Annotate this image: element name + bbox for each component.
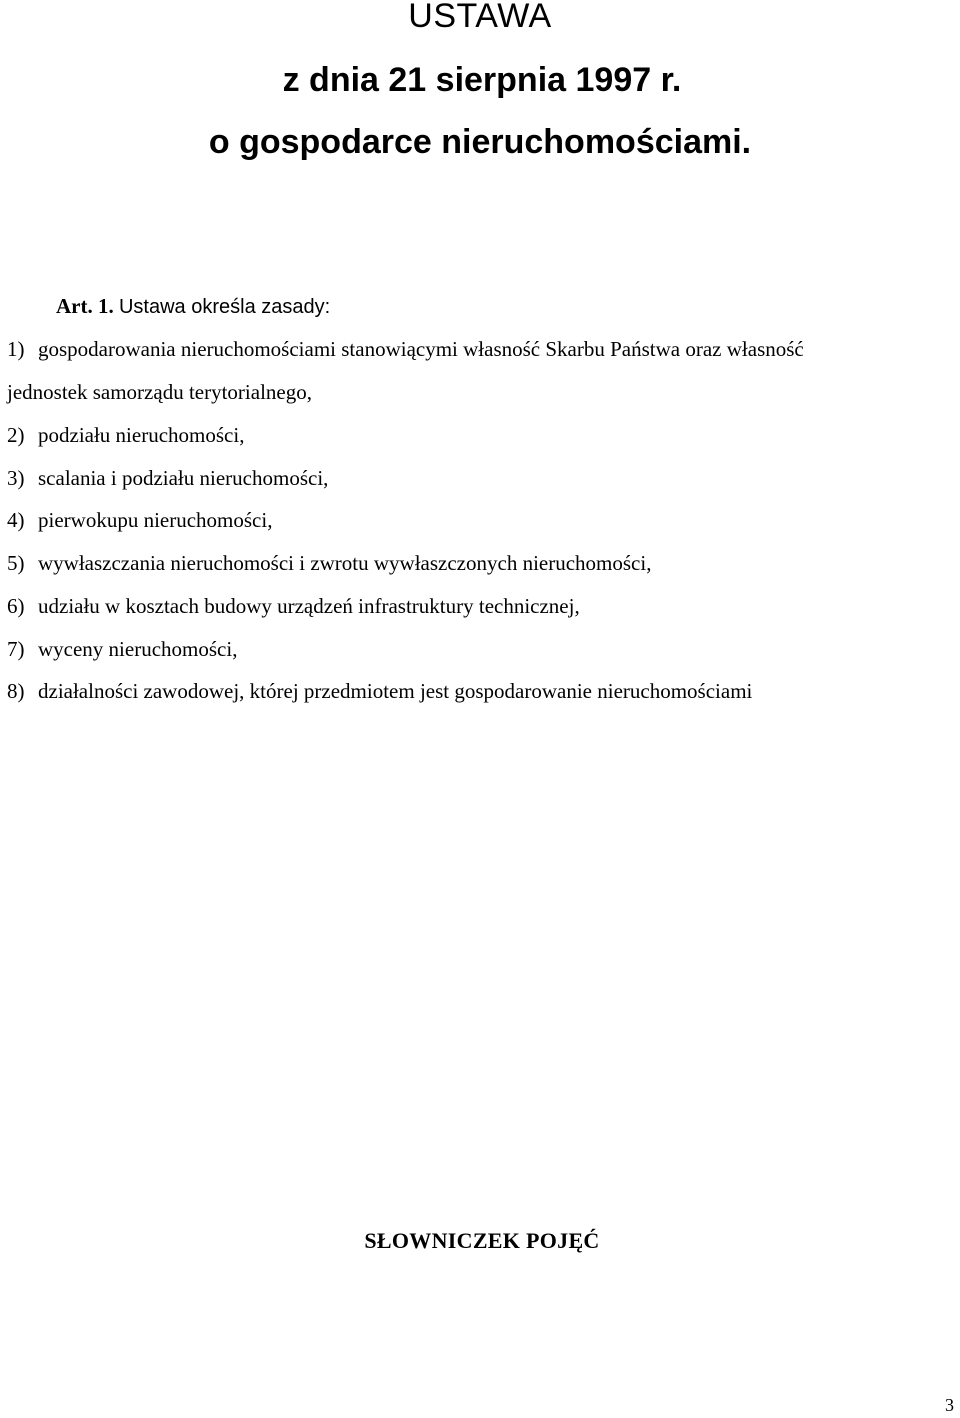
list-item-text: pierwokupu nieruchomości, [38,508,273,532]
document-date: z dnia 21 sierpnia 1997 r. [282,61,682,99]
list-item-text: działalności zawodowej, której przedmiotem jest gospodarowanie nieruchomościami [38,679,753,703]
list-item-text: udziału w kosztach budowy urządzeń infrastruktury technicznej, [38,594,580,618]
list-item-text: wyceny nieruchomości, [38,637,238,661]
list-item-continuation [7,378,312,406]
list-item-text: wywłaszczania nieruchomości i zwrotu wywłaszczonych nieruchomości, [38,551,652,575]
article-label: Art. 1. [56,294,114,318]
list-item [7,464,328,492]
article-heading [56,292,330,321]
list-item-text: scalania i podziału nieruchomości, [38,466,329,490]
list-item [7,635,237,663]
page-number: 3 [945,1395,954,1415]
list-item-number: 2) [7,423,25,447]
list-item-number: 4) [7,508,25,532]
list-item-number: 1) [7,337,25,361]
document-subject: o gospodarce nieruchomościami. [208,123,752,161]
list-item [7,592,580,620]
list-item [7,677,752,705]
list-item [7,549,651,577]
article-intro: Ustawa określa zasady: [118,296,331,318]
list-item [7,506,272,534]
list-item-number: 5) [7,551,25,575]
list-item-number: 6) [7,594,25,618]
list-item-number: 7) [7,637,25,661]
list-item-number: 8) [7,679,25,703]
list-item [7,335,804,363]
section-heading: SŁOWNICZEK POJĘĆ [364,1228,600,1253]
list-item-text: jednostek samorządu terytorialnego, [7,380,312,404]
list-item-text: podziału nieruchomości, [38,423,245,447]
list-item [7,421,244,449]
list-item-number: 3) [7,466,25,490]
document-title: USTAWA [408,0,552,35]
list-item-text: gospodarowania nieruchomościami stanowiącymi własność Skarbu Państwa oraz własność [38,337,804,361]
